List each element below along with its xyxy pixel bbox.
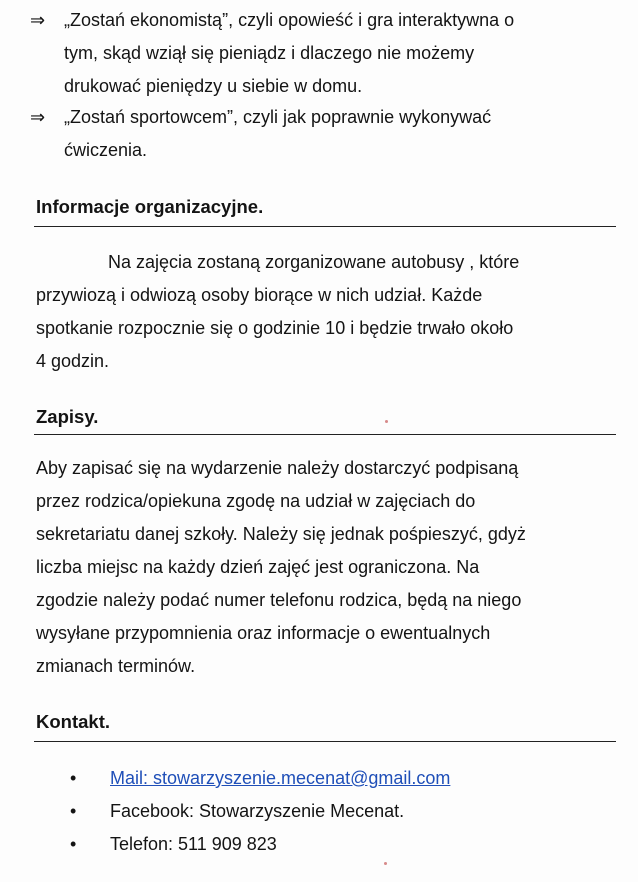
section-heading-enrollment: Zapisy. — [36, 406, 99, 427]
organizational-paragraph — [36, 246, 616, 378]
enrollment-paragraph — [36, 452, 616, 683]
text-line: liczba miejsc na każdy dzień zajęć jest ograniczona. Na — [36, 557, 480, 577]
mail-link[interactable]: Mail: stowarzyszenie.mecenat@gmail.com — [110, 768, 451, 788]
text-line: tym, skąd wziął się pieniądz i dlaczego nie możemy — [64, 43, 475, 63]
phone-text: Telefon: 511 909 823 — [110, 834, 277, 854]
facebook-text: Facebook: Stowarzyszenie Mecenat. — [110, 801, 405, 821]
text-line: przywiozą i odwiozą osoby biorące w nich udział. Każde — [36, 285, 483, 305]
scan-speck — [385, 420, 388, 423]
section-heading-organizational: Informacje organizacyjne. — [36, 196, 264, 217]
section-divider — [34, 226, 616, 227]
text-line: „Zostań ekonomistą”, czyli opowieść i gra interaktywna o — [64, 10, 515, 30]
text-line: „Zostań sportowcem”, czyli jak poprawnie wykonywać — [64, 107, 492, 127]
text-line: drukować pieniędzy u siebie w domu. — [64, 76, 363, 96]
section-heading-contact: Kontakt. — [36, 711, 110, 732]
text-line: 4 godzin. — [36, 351, 110, 371]
section-divider — [34, 741, 616, 742]
intro-item-athlete-text — [64, 101, 610, 167]
intro-item-economist — [30, 4, 610, 103]
contact-facebook-item — [70, 795, 610, 828]
bullet-icon: • — [70, 801, 77, 821]
section-divider — [34, 434, 616, 435]
contact-mail-item — [70, 762, 610, 795]
text-line: wysyłane przypomnienia oraz informacje o ewentualnych — [36, 623, 491, 643]
arrow-icon: ⇒ — [30, 107, 45, 127]
intro-item-economist-text — [64, 4, 610, 103]
text-line: ćwiczenia. — [64, 140, 148, 160]
bullet-icon: • — [70, 768, 77, 788]
text-line: zmianach terminów. — [36, 656, 196, 676]
bullet-icon: • — [70, 834, 77, 854]
text-line: Na zajęcia zostaną zorganizowane autobusy , które — [108, 252, 520, 272]
arrow-icon: ⇒ — [30, 10, 45, 30]
text-line: przez rodzica/opiekuna zgodę na udział w zajęciach do — [36, 491, 476, 511]
intro-item-athlete — [30, 101, 610, 167]
scan-speck — [384, 862, 387, 865]
text-line: spotkanie rozpocznie się o godzinie 10 i będzie trwało około — [36, 318, 514, 338]
text-line: zgodzie należy podać numer telefonu rodzica, będą na niego — [36, 590, 522, 610]
text-line: sekretariatu danej szkoły. Należy się jednak pośpieszyć, gdyż — [36, 524, 526, 544]
contact-phone-item — [70, 828, 610, 861]
text-line: Aby zapisać się na wydarzenie należy dostarczyć podpisaną — [36, 458, 519, 478]
